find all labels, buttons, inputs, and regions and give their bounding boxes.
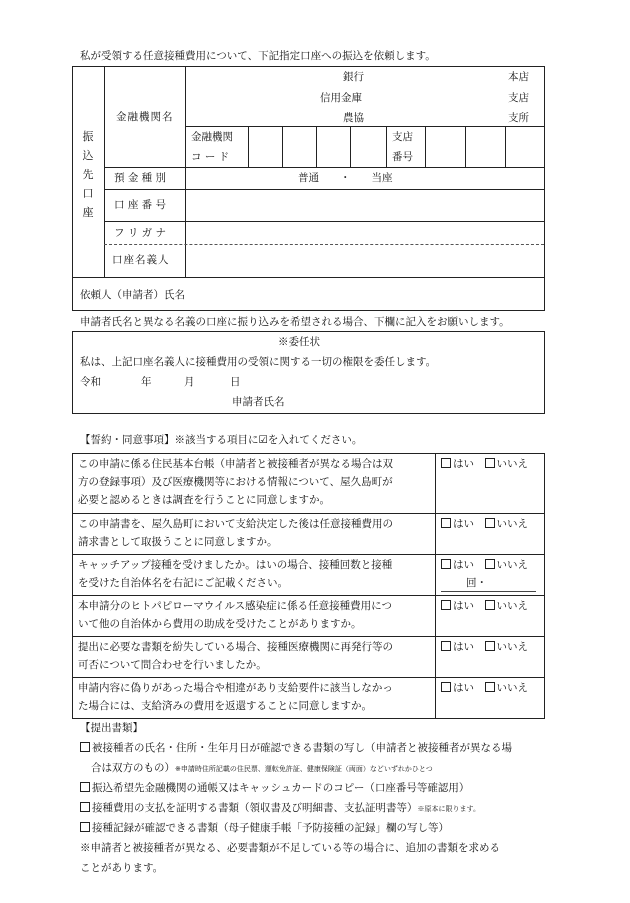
consent-1-yes-checkbox[interactable]: はい — [441, 458, 474, 470]
intro-text: 私が受領する任意接種費用について、下記指定口座への振込を依頼します。 — [80, 50, 436, 62]
document-item-1-note: ※申請時住所記載の住民票、運転免許証、健康保険証（両面）などいずれかひとつ — [175, 765, 433, 773]
consent-2-no-checkbox[interactable]: いいえ — [485, 518, 529, 530]
account-holder-field[interactable] — [186, 245, 544, 277]
documents-heading: 【提出書類】 — [80, 722, 143, 734]
consent-1-no-checkbox[interactable]: いいえ — [485, 458, 529, 470]
consent-3-yes-checkbox[interactable]: はい — [441, 559, 474, 571]
consent-item-3-line-1: キャッチアップ接種を受けましたか。はいの場合、接種回数と接種 — [78, 559, 393, 571]
consent-4-no-checkbox[interactable]: いいえ — [485, 600, 529, 612]
checkbox-icon — [80, 742, 90, 752]
proxy-text: 私は、上記口座名義人に接種費用の受領に関する一切の権限を委任します。 — [80, 356, 437, 368]
document-item-2: 振込希望先金融機関の通帳又はキャッシュカードのコピー（口座番号等確認用） — [80, 782, 469, 795]
catchup-count-field[interactable] — [441, 575, 536, 591]
consent-item-2-line-1: この申請書を、屋久島町において支給決定した後は任意接種費用の — [78, 518, 393, 530]
consent-2-yes-checkbox[interactable]: はい — [441, 518, 474, 530]
consent-item-5-line-1: 提出に必要な書類を紛失している場合、接種医療機関に再発行等の — [78, 641, 393, 653]
document-item-1-cont: 合は双方のもの）※申請時住所記載の住民票、運転免許証、健康保険証（両面）などいずれかひとつ — [91, 762, 433, 774]
bank-type-bank: 銀行 — [343, 71, 364, 83]
checkbox-icon — [80, 782, 90, 792]
bank-code-label-2: コ ー ド — [191, 151, 230, 163]
documents-footer-line-2: ことがあります。 — [80, 862, 164, 874]
proxy-note: 申請者氏名と異なる名義の口座に振り込みを希望される場合、下欄に記入をお願いします。 — [80, 316, 510, 328]
checkbox-checked-icon: ☑ — [258, 434, 268, 446]
consent-6-no-checkbox[interactable]: いいえ — [485, 682, 529, 694]
branch-number-label-2: 番号 — [392, 151, 413, 163]
proxy-title: ※委任状 — [278, 336, 320, 348]
date-day: 日 — [230, 376, 241, 388]
document-item-4: 接種記録が確認できる書類（母子健康手帳「予防接種の記録」欄の写し等） — [80, 822, 449, 835]
branch-number-label: 支店 — [392, 131, 413, 143]
consent-item-3-line-2: を受けた自治体名を右記にご記載ください。 — [78, 577, 288, 589]
branch-type-shiten: 支店 — [508, 92, 529, 104]
consent-item-4-line-2: いて他の自治体から費用の助成を受けたことがありますか。 — [78, 618, 362, 630]
furigana-label: フ リ ガ ナ — [114, 227, 167, 239]
document-item-1: 被接種者の氏名・住所・生年月日が確認できる書類の写し（申請者と被接種者が異なる場 — [80, 742, 512, 755]
applicant-name-label: 申請者氏名 — [232, 396, 285, 408]
consent-3-no-checkbox[interactable]: いいえ — [485, 559, 529, 571]
deposit-type-label: 預 金 種 別 — [114, 172, 167, 184]
consent-item-2-line-2: 請求書として取扱うことに同意しますか。 — [78, 536, 278, 548]
bank-type-shinkin: 信用金庫 — [320, 92, 362, 104]
bank-code-label: 金融機関 — [191, 131, 233, 143]
branch-type-shisho: 支所 — [508, 112, 529, 124]
consent-item-1-line-2: 方の登録事項）及び医療機関等における情報について、屋久島町が — [78, 476, 393, 488]
date-era: 令和 — [80, 376, 101, 388]
consent-4-yes-checkbox[interactable]: はい — [441, 600, 474, 612]
catchup-count-suffix: 回・ — [466, 577, 487, 589]
bank-type-nokyo: 農協 — [343, 112, 364, 124]
account-holder-label: 口座名義人 — [112, 254, 170, 266]
document-item-3: 接種費用の支払を証明する書類（領収書及び明細書、支払証明書等）※原本に限ります。 — [80, 802, 480, 815]
date-month: 月 — [184, 376, 195, 388]
consent-item-5-line-2: 可否について問合わせを行いましたか。 — [78, 659, 267, 671]
consent-5-no-checkbox[interactable]: いいえ — [485, 641, 529, 653]
requester-name-label: 依頼人（申請者）氏名 — [80, 289, 185, 301]
account-number-field[interactable] — [186, 190, 544, 221]
consent-item-1-line-3: 必要と認めるときは調査を行うことに同意しますか。 — [78, 494, 330, 506]
consent-6-yes-checkbox[interactable]: はい — [441, 682, 474, 694]
account-number-label: 口 座 番 号 — [114, 199, 167, 211]
consent-item-6-line-2: た場合には、支給済みの費用を返還することに同意しますか。 — [78, 700, 372, 712]
checkbox-icon — [80, 822, 90, 832]
document-item-3-note: ※原本に限ります。 — [417, 805, 480, 813]
furigana-field[interactable] — [186, 222, 544, 244]
account-side-label: 振 込 先 口 座 — [82, 130, 94, 219]
consent-5-yes-checkbox[interactable]: はい — [441, 641, 474, 653]
consent-item-4-line-1: 本申請分のヒトパピローマウイルス感染症に係る任意接種費用につ — [78, 600, 392, 612]
consent-heading: 【誓約・同意事項】※該当する項目に☑を入れてください。 — [80, 434, 363, 446]
date-year: 年 — [141, 376, 152, 388]
documents-footer-line-1: ※申請者と被接種者が異なる、必要書類が不足している等の場合に、追加の書類を求める — [80, 842, 500, 854]
consent-item-6-line-1: 申請内容に偽りがあった場合や相違があり支給要件に該当しなかっ — [78, 682, 393, 694]
checkbox-icon — [80, 802, 90, 812]
bank-name-label: 金融機関名 — [116, 111, 174, 123]
branch-type-honten: 本店 — [508, 71, 529, 83]
deposit-type-value[interactable]: 普通 ・ 当座 — [298, 172, 393, 184]
consent-item-1-line-1: この申請に係る住民基本台帳（申請者と被接種者が異なる場合は双 — [78, 458, 393, 470]
